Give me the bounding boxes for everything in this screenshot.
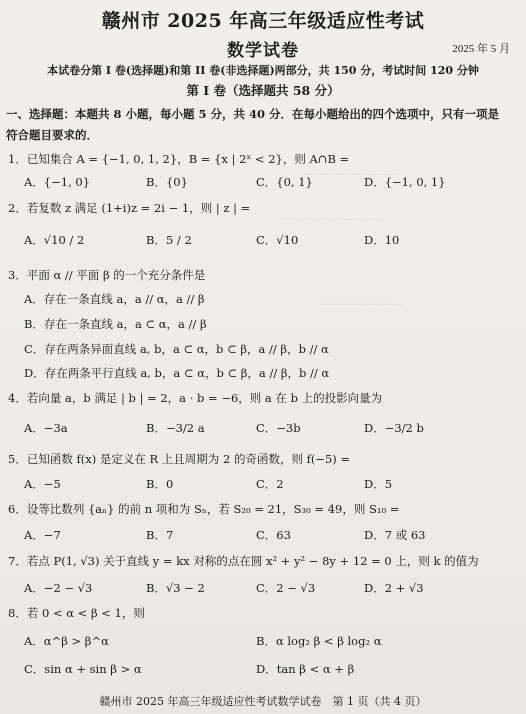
option: C．63 [256, 528, 291, 542]
option: A．α^β > β^α [24, 634, 109, 648]
option: D．5 [364, 477, 393, 491]
question-stem: 2．若复数 z 满足 (1+i)z = 2i − 1，则 | z | = [8, 201, 251, 215]
option: A．−3a [24, 421, 68, 435]
question-stem: 6．设等比数列 {aₙ} 的前 n 项和为 Sₙ，若 S₂₀ = 21，S₃₀ = 49，则 S₁₀ = [8, 502, 400, 516]
bleed-through-text: ······························· [300, 170, 399, 181]
option: A．−5 [24, 477, 61, 491]
option: B．−3/2 a [146, 421, 205, 435]
option: A．{−1, 0} [24, 175, 91, 189]
option: B．√3 − 2 [146, 581, 205, 595]
option: D．2 + √3 [364, 581, 424, 595]
exam-title: 赣州市 2025 年高三年级适应性考试 [101, 10, 425, 32]
option: A．−7 [24, 528, 61, 542]
option: D．{−1, 0, 1} [364, 175, 446, 189]
option: A．√10 / 2 [24, 233, 85, 247]
option: C．2 − √3 [256, 581, 316, 595]
page-footer: 赣州市 2025 年高三年级适应性考试数学试卷 第 1 页（共 4 页） [99, 695, 427, 708]
option: D．−3/2 b [364, 421, 424, 435]
question-stem: 1．已知集合 A = {−1, 0, 1, 2}，B = {x | 2ˣ < 2}，则 A∩B = [8, 152, 350, 166]
bleed-through-text: ································· [280, 215, 385, 226]
option: C．{0, 1} [256, 175, 313, 189]
option: D．存在两条平行直线 a, b，a ⊂ α，b ⊂ β，a // β，b // α [24, 366, 330, 380]
option: B．7 [146, 528, 174, 542]
bleed-through-text: ·························· [320, 300, 403, 311]
option: C．−3b [256, 421, 301, 435]
question-stem: 8．若 0 < α < β < 1，则 [8, 606, 145, 620]
option: B．存在一条直线 a，a ⊂ α，a // β [24, 317, 207, 331]
exam-subtitle: 数学试卷 [227, 41, 299, 61]
option: B．5 / 2 [146, 233, 192, 247]
option: A．存在一条直线 a，a // α，a // β [24, 292, 205, 306]
option: C．存在两条异面直线 a, b，a ⊂ α，b ⊂ β，a // β，b // α [24, 342, 329, 356]
option: C．sin α + sin β > α [24, 662, 142, 676]
option: C．√10 [256, 233, 299, 247]
option: B．α log₂ β < β log₂ α [256, 634, 382, 648]
option: C．2 [256, 477, 284, 491]
section-instructions: 一、选择题：本题共 8 小题，每小题 5 分，共 40 分．在每小题给出的四个选项中，只有一项是符合题目要求的． [6, 107, 500, 142]
option: B．{0} [146, 175, 188, 189]
option: D．10 [364, 233, 400, 247]
exam-date: 2025 年 5 月 [452, 43, 510, 55]
question-stem: 3．平面 α // 平面 β 的一个充分条件是 [8, 268, 206, 282]
option: D．tan β < α + β [256, 662, 355, 676]
question-stem: 4．若向量 a，b 满足 | b | = 2，a · b = −6，则 a 在 b 上的投影向量为 [8, 391, 383, 405]
exam-note: 本试卷分第 I 卷(选择题)和第 II 卷(非选择题)两部分，共 150 分，考试时间 120 分钟 [47, 64, 479, 77]
question-stem: 7．若点 P(1, √3) 关于直线 y = kx 对称的点在圆 x² + y² − 8y + 12 = 0 上，则 k 的值为 [8, 554, 479, 568]
part-heading: 第 I 卷（选择题共 58 分） [186, 83, 340, 98]
option: D．7 或 63 [364, 528, 426, 542]
question-stem: 5．已知函数 f(x) 是定义在 R 上且周期为 2 的奇函数，则 f(−5) = [8, 452, 351, 466]
option: B．0 [146, 477, 174, 491]
option: A．−2 − √3 [24, 581, 93, 595]
